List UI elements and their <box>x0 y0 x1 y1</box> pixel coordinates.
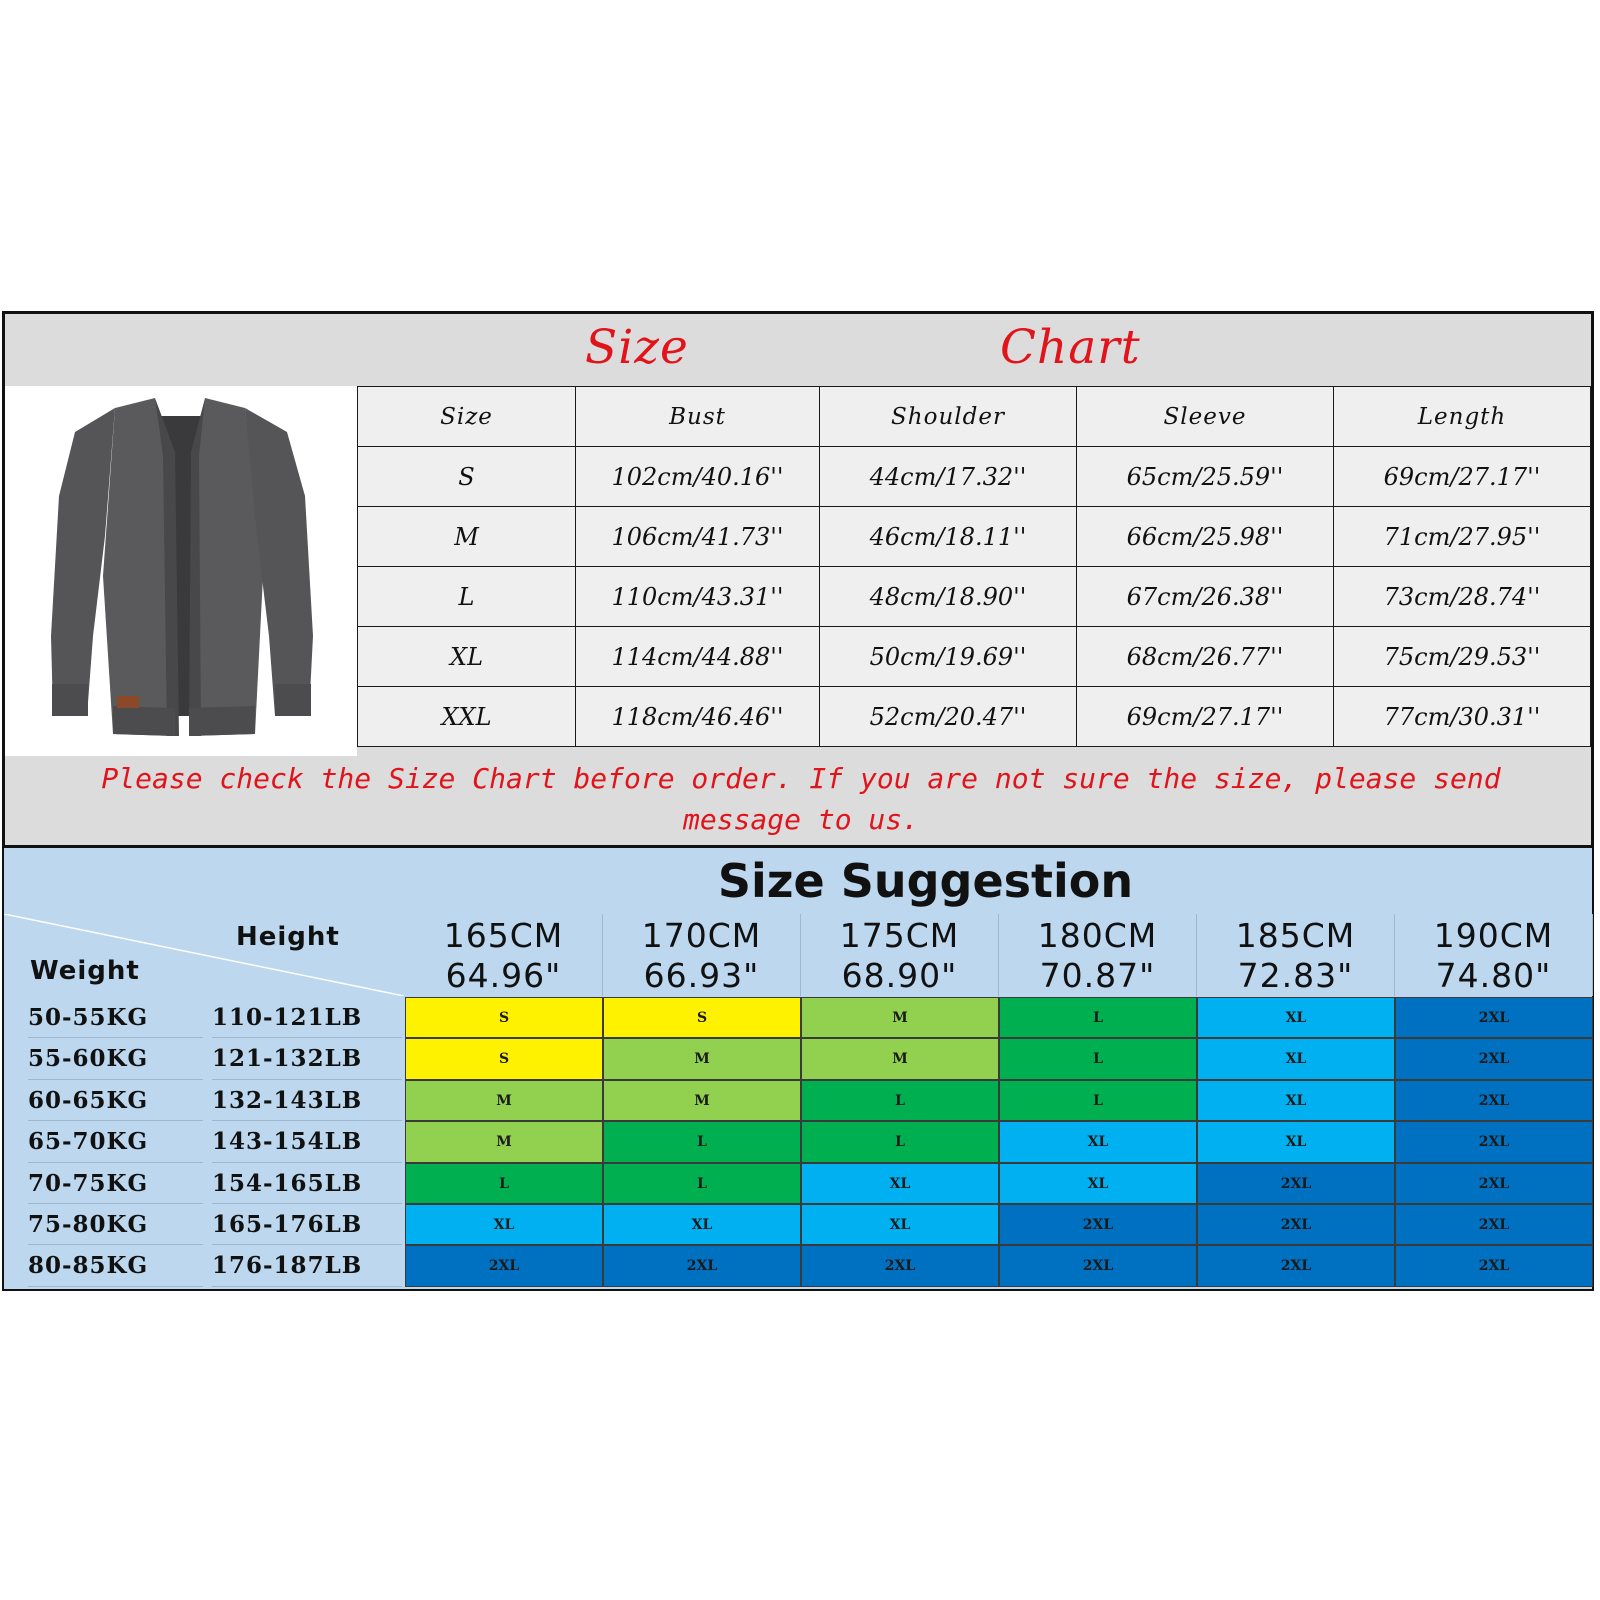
height-inch: 66.93" <box>643 956 760 995</box>
size-chart-row <box>358 567 1591 627</box>
size-suggestion-cell: L <box>603 1121 801 1162</box>
size-chart-cell: XL <box>358 627 576 687</box>
size-chart-cell: 50cm/19.69'' <box>820 627 1077 687</box>
size-suggestion-row <box>4 1038 1594 1079</box>
size-chart-cell: 73cm/28.74'' <box>1334 567 1591 627</box>
size-suggestion-cell: XL <box>1197 997 1395 1038</box>
height-column-header <box>1197 914 1395 996</box>
size-chart-title-word: Size <box>585 320 689 375</box>
height-cm: 190CM <box>1433 916 1554 955</box>
size-suggestion-cell: S <box>405 997 603 1038</box>
height-column-header <box>603 914 801 996</box>
size-chart-cell: 77cm/30.31'' <box>1334 687 1591 747</box>
size-chart-cell: S <box>358 447 576 507</box>
size-suggestion-cell: 2XL <box>1197 1163 1395 1204</box>
size-chart-cell: 65cm/25.59'' <box>1077 447 1334 507</box>
height-label: Height <box>236 922 340 952</box>
size-chart-cell: XXL <box>358 687 576 747</box>
size-chart-header-cell: Length <box>1334 387 1591 447</box>
size-suggestion-cell: M <box>405 1080 603 1121</box>
weight-kg: 60-65KG <box>28 1080 203 1121</box>
height-inch: 72.83" <box>1237 956 1354 995</box>
height-cm: 180CM <box>1037 916 1158 955</box>
size-suggestion-cell: XL <box>603 1204 801 1245</box>
size-chart-header-cell: Shoulder <box>820 387 1077 447</box>
size-chart-header-cell: Size <box>358 387 576 447</box>
size-suggestion-cell: L <box>801 1080 999 1121</box>
size-chart-title-word: Chart <box>1000 320 1141 375</box>
size-chart-cell: 52cm/20.47'' <box>820 687 1077 747</box>
size-suggestion-cell: 2XL <box>1395 997 1593 1038</box>
size-suggestion-cell: M <box>801 997 999 1038</box>
size-suggestion-row <box>4 1080 1594 1121</box>
size-chart-row <box>358 627 1591 687</box>
size-chart-cell: 67cm/26.38'' <box>1077 567 1334 627</box>
size-suggestion-row <box>4 1204 1594 1245</box>
cardigan-image <box>5 386 357 756</box>
size-chart-cell: 118cm/46.46'' <box>576 687 820 747</box>
weight-kg: 55-60KG <box>28 1038 203 1079</box>
size-suggestion-title: Size Suggestion <box>717 854 1134 908</box>
weight-kg: 50-55KG <box>28 997 203 1038</box>
size-suggestion-cell: L <box>999 1080 1197 1121</box>
size-suggestion-cell: 2XL <box>1395 1080 1593 1121</box>
height-cm: 175CM <box>839 916 960 955</box>
size-suggestion-cell: XL <box>801 1163 999 1204</box>
weight-kg: 75-80KG <box>28 1204 203 1245</box>
size-chart-panel <box>2 311 1594 848</box>
size-suggestion-cell: 2XL <box>1197 1245 1395 1286</box>
size-chart-cell: 110cm/43.31'' <box>576 567 820 627</box>
size-suggestion-row <box>4 1163 1594 1204</box>
size-chart-header-cell: Bust <box>576 387 820 447</box>
height-column-header <box>405 914 603 996</box>
size-chart-row <box>358 507 1591 567</box>
size-chart-table <box>357 386 1591 747</box>
size-chart-cell: 102cm/40.16'' <box>576 447 820 507</box>
size-suggestion-cell: 2XL <box>1395 1163 1593 1204</box>
size-suggestion-cell: XL <box>999 1163 1197 1204</box>
size-chart-cell: 66cm/25.98'' <box>1077 507 1334 567</box>
size-suggestion-cell: 2XL <box>1395 1121 1593 1162</box>
size-suggestion-cell: M <box>603 1080 801 1121</box>
weight-lb: 121-132LB <box>212 1038 402 1079</box>
size-suggestion-cell: M <box>603 1038 801 1079</box>
size-suggestion-cell: XL <box>1197 1038 1395 1079</box>
height-weight-corner <box>4 914 404 996</box>
size-chart-cell: 71cm/27.95'' <box>1334 507 1591 567</box>
size-suggestion-row <box>4 1245 1594 1286</box>
size-chart-cell: 106cm/41.73'' <box>576 507 820 567</box>
size-chart-cell: 75cm/29.53'' <box>1334 627 1591 687</box>
height-inch: 68.90" <box>841 956 958 995</box>
size-suggestion-cell: S <box>405 1038 603 1079</box>
size-suggestion-cell: L <box>801 1121 999 1162</box>
size-suggestion-cell: 2XL <box>999 1245 1197 1286</box>
size-suggestion-cell: 2XL <box>1197 1204 1395 1245</box>
size-chart-header-row <box>358 387 1591 447</box>
height-column-header <box>999 914 1197 996</box>
height-cm: 185CM <box>1235 916 1356 955</box>
size-chart-cell: M <box>358 507 576 567</box>
size-suggestion-cell: L <box>999 997 1197 1038</box>
size-suggestion-cell: 2XL <box>405 1245 603 1286</box>
size-suggestion-cell: 2XL <box>999 1204 1197 1245</box>
size-chart-row <box>358 447 1591 507</box>
size-suggestion-cell: 2XL <box>1395 1204 1593 1245</box>
height-cm: 170CM <box>641 916 762 955</box>
size-suggestion-cell: M <box>801 1038 999 1079</box>
product-photo <box>5 386 357 756</box>
size-suggestion-cell: XL <box>1197 1121 1395 1162</box>
size-chart-cell: 46cm/18.11'' <box>820 507 1077 567</box>
height-cm: 165CM <box>443 916 564 955</box>
size-suggestion-cell: 2XL <box>801 1245 999 1286</box>
size-suggestion-cell: L <box>603 1163 801 1204</box>
size-chart-cell: 69cm/27.17'' <box>1334 447 1591 507</box>
size-suggestion-cell: XL <box>999 1121 1197 1162</box>
weight-kg: 80-85KG <box>28 1245 203 1286</box>
size-suggestion-cell: 2XL <box>1395 1245 1593 1286</box>
weight-lb: 176-187LB <box>212 1245 402 1286</box>
size-chart-cell: 48cm/18.90'' <box>820 567 1077 627</box>
size-chart-cell: 44cm/17.32'' <box>820 447 1077 507</box>
weight-lb: 154-165LB <box>212 1163 402 1204</box>
size-suggestion-cell: 2XL <box>603 1245 801 1286</box>
size-chart-cell: 114cm/44.88'' <box>576 627 820 687</box>
size-suggestion-cell: 2XL <box>1395 1038 1593 1079</box>
height-inch: 64.96" <box>445 956 562 995</box>
height-column-header <box>1395 914 1593 996</box>
height-inch: 70.87" <box>1039 956 1156 995</box>
weight-label: Weight <box>30 956 140 986</box>
weight-kg: 65-70KG <box>28 1121 203 1162</box>
size-suggestion-panel <box>2 848 1594 1291</box>
size-chart-cell: 69cm/27.17'' <box>1077 687 1334 747</box>
size-chart-cell: 68cm/26.77'' <box>1077 627 1334 687</box>
weight-lb: 110-121LB <box>212 997 402 1038</box>
size-chart-note: Please check the Size Chart before order. If you are not sure the size, please send message to us. <box>101 762 1501 836</box>
size-suggestion-cell: M <box>405 1121 603 1162</box>
size-suggestion-cell: XL <box>801 1204 999 1245</box>
height-column-header <box>801 914 999 996</box>
weight-kg: 70-75KG <box>28 1163 203 1204</box>
size-suggestion-cell: L <box>405 1163 603 1204</box>
size-suggestion-cell: XL <box>405 1204 603 1245</box>
height-inch: 74.80" <box>1435 956 1552 995</box>
size-suggestion-cell: L <box>999 1038 1197 1079</box>
weight-lb: 143-154LB <box>212 1121 402 1162</box>
size-chart-row <box>358 687 1591 747</box>
size-suggestion-row <box>4 997 1594 1038</box>
size-suggestion-row <box>4 1121 1594 1162</box>
weight-lb: 165-176LB <box>212 1204 402 1245</box>
weight-lb: 132-143LB <box>212 1080 402 1121</box>
size-chart-cell: L <box>358 567 576 627</box>
size-suggestion-cell: S <box>603 997 801 1038</box>
size-chart-header-cell: Sleeve <box>1077 387 1334 447</box>
size-chart-title <box>5 314 1591 386</box>
size-suggestion-cell: XL <box>1197 1080 1395 1121</box>
